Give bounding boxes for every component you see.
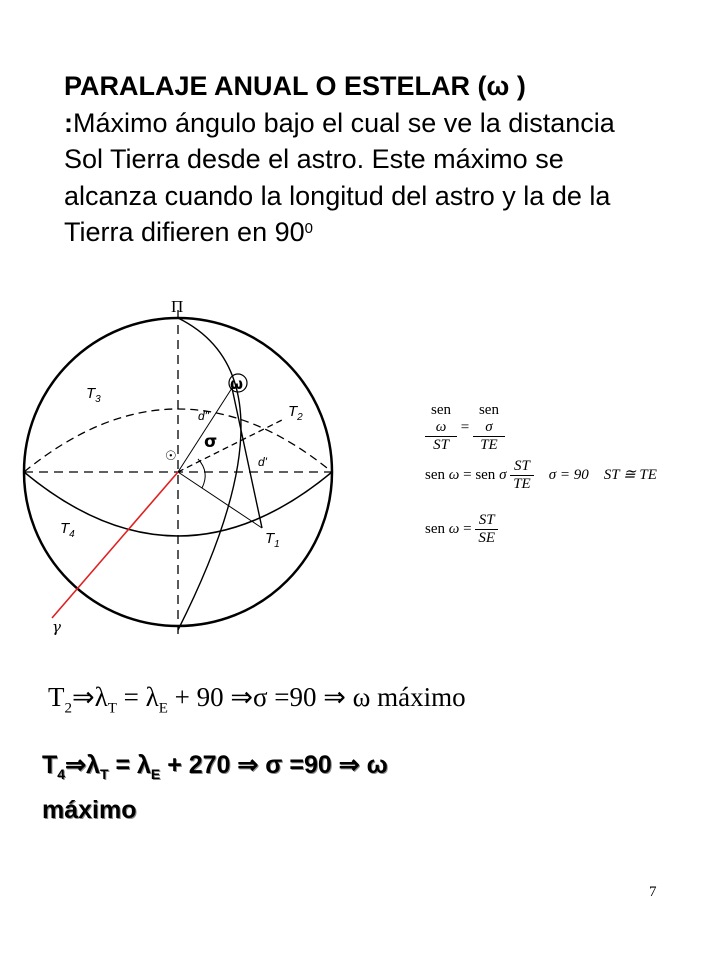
- gamma-direction-line: [52, 472, 178, 618]
- omega-label: ω: [230, 375, 244, 393]
- svg-text:T1: $T_1$: [265, 530, 280, 550]
- d-label-1: d": [198, 409, 209, 423]
- title: PARALAJE ANUAL O ESTELAR (ω ): [64, 71, 526, 101]
- t3-label: [86, 385, 101, 405]
- d-label-2: d': [258, 455, 267, 469]
- page-number: 7: [649, 884, 657, 900]
- pole-label: Π: [171, 297, 184, 316]
- svg-text:T3: $T_3$: [86, 385, 101, 405]
- body-text: Máximo ángulo bajo el cual se ve la distancia Sol Tierra desde el astro. Este máximo se alcanza cuando la longitud del astro y la de la Tierra difieren en 90: [64, 107, 615, 247]
- t4-condition-line: $T_4\Rightarrow\lambda_T = \lambda_E + 270$ ⇒ σ =90 ⇒ ω máximo: [42, 751, 388, 824]
- maximo-word: máximo: [42, 796, 137, 824]
- meridian-arc: [178, 318, 244, 630]
- sigma-condition: σ = 90: [548, 466, 589, 483]
- t2-condition-line: $T_2\Rightarrow\lambda_T = \lambda_E + 90$ ⇒σ =90 ⇒ ω máximo: [48, 682, 466, 717]
- t4-label: [60, 520, 75, 540]
- colon: :: [64, 107, 73, 138]
- svg-text:T4: $T_4$: [60, 520, 75, 540]
- t2-label: [288, 403, 303, 423]
- sigma-arc: [198, 459, 205, 488]
- t1-label: [265, 530, 280, 550]
- sun-symbol: ☉: [165, 449, 177, 464]
- degree-superscript: 0: [304, 220, 313, 237]
- equation-3: sen ω = $\frac{ST}{SE}$: [425, 512, 498, 547]
- gamma-label: γ: [52, 618, 61, 636]
- sun-to-t1: [178, 472, 262, 528]
- radius-to-star: [178, 388, 232, 472]
- sigma-label: σ: [204, 432, 218, 452]
- equation-1: sen ω ST = sen σ TE: [425, 402, 505, 454]
- svg-text:T2: $T_2$: [288, 403, 303, 423]
- st-approx: ST ≅ TE: [603, 466, 657, 483]
- equation-2: sen ω = sen σ $\frac{ST}{TE}$ σ = 90 ST ≅ TE: [425, 458, 657, 492]
